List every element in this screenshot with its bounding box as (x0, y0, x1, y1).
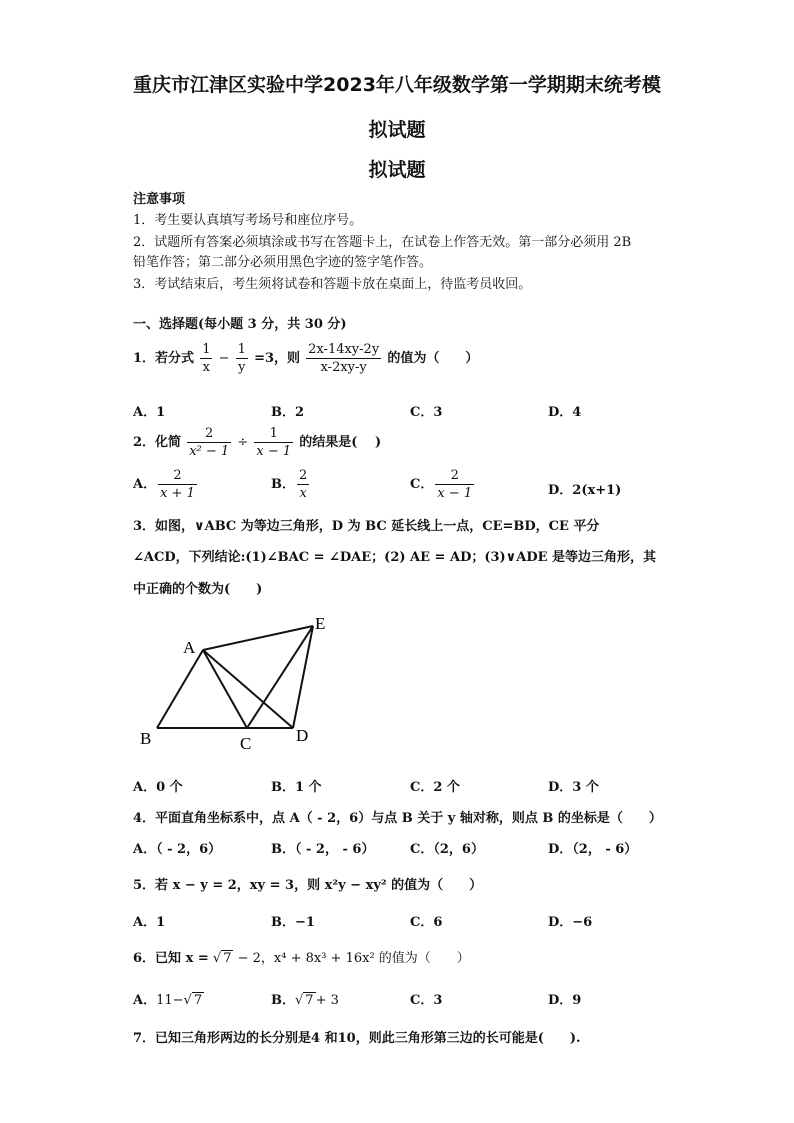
label-b: B (140, 729, 152, 748)
q1-option-b: B．2 (271, 405, 305, 420)
q1-option-d: D．4 (548, 405, 582, 420)
q3-option-c: C．2 个 (410, 780, 460, 795)
notes-heading: 注意事项 (133, 192, 186, 207)
q4-option-a: A．（ - 2，6） (133, 842, 222, 857)
q6-option-b: B．√ 7 + 3 (271, 993, 339, 1008)
q1-option-c: C．3 (410, 405, 443, 420)
q5-option-b: B．−1 (271, 915, 315, 930)
q6-sqrt: 7 (223, 951, 232, 966)
q2-divide: ÷ (237, 435, 249, 450)
q1-prefix: 1．若分式 (133, 351, 195, 366)
q3-option-a: A．0 个 (133, 780, 183, 795)
label-c: C (240, 734, 252, 753)
q1-equals: =3，则 (254, 351, 301, 366)
q3-option-b: B．1 个 (271, 780, 322, 795)
triangle-figure (130, 608, 350, 758)
title-line-2: 拟试题 (368, 119, 426, 141)
question-2 (133, 425, 381, 460)
q6-prefix: 6．已知 x = (133, 951, 209, 966)
q4-option-c: C．（2，6） (410, 842, 484, 857)
question-4: 4．平面直角坐标系中，点 A（ - 2，6）与点 B 关于 y 轴对称，则点 B 的坐标是（ ） (133, 811, 662, 826)
title-line-3: 拟试题 (368, 159, 426, 181)
notes-item: 3．考试结束后，考生须将试卷和答题卡放在桌面上，待监考员收回。 (133, 277, 532, 292)
q1-minus: − (218, 351, 230, 366)
question-5: 5．若 x − y = 2，xy = 3，则 x²y − xy² 的值为（ ） (133, 878, 483, 893)
section-heading: 一、选择题(每小题 3 分，共 30 分) (133, 317, 347, 332)
q5-option-c: C．6 (410, 915, 443, 930)
q2-option-b: B． $\frac{2}{x}$ (271, 468, 308, 501)
q2-option-d: D．2(x+1) (548, 483, 622, 498)
q3-line-3: 中正确的个数为( ) (133, 582, 263, 597)
question-7: 7．已知三角形两边的长分别是4 和10，则此三角形第三边的长可能是( ). (133, 1031, 581, 1046)
q3-line-2: ∠ACD，下列结论:(1)∠BAC = ∠DAE；(2) AE = AD；(3)∨ADE 是等边三角形，其 (133, 550, 657, 565)
question-6: 6．已知 x = √ 7 − 2，x⁴ + 8x³ + 16x² 的值为（ ） (133, 951, 470, 966)
q6-option-a: A．11−√ 7 (133, 993, 203, 1008)
q2-option-c: C． $\frac{2}{x - 1}$ (410, 468, 473, 501)
q6-option-d: D．9 (548, 993, 582, 1008)
q3-line-1: 3．如图，∨ABC 为等边三角形，D 为 BC 延长线上一点，CE=BD，CE 平分 (133, 519, 600, 534)
q1-option-a: A．1 (133, 405, 166, 420)
q2-fraction-2: $\frac{1}{x - 1}$ (256, 426, 292, 459)
q1-fraction-3: $\frac{2x-14xy-2y}{x-2xy-y}$ (308, 342, 380, 375)
q1-fraction-2: $\frac{1}{y}$ (237, 342, 246, 375)
q3-option-d: D．3 个 (548, 780, 599, 795)
q5-option-a: A．1 (133, 915, 166, 930)
notes-item: 2．试题所有答案必须填涂或书写在答题卡上，在试卷上作答无效。第一部分必须用 2B (133, 235, 632, 250)
label-d: D (296, 726, 309, 745)
q1-suffix: 的值为（ ） (387, 351, 479, 366)
notes-item: 1．考生要认真填写考场号和座位序号。 (133, 213, 363, 228)
q2-option-a: A． $\frac{2}{x + 1}$ (133, 468, 195, 501)
notes-item: 铅笔作答；第二部分必须用黑色字迹的签字笔作答。 (133, 255, 433, 270)
q1-fraction-1: $\frac{1}{x}$ (202, 342, 211, 375)
q2-fraction-1: $\frac{2}{\text{x² − 1}}$ (189, 426, 230, 459)
question-1 (133, 341, 478, 376)
q4-option-d: D．（2， - 6） (548, 842, 638, 857)
q6-suffix: − 2，x⁴ + 8x³ + 16x² 的值为（ ） (237, 951, 470, 966)
q4-option-b: B．（ - 2， - 6） (271, 842, 375, 857)
q5-option-d: D．−6 (548, 915, 593, 930)
label-e: E (315, 614, 326, 633)
q2-prefix: 2．化简 (133, 435, 182, 450)
q2-suffix: 的结果是( ) (299, 435, 382, 450)
label-a: A (183, 638, 196, 657)
title-line-1: 重庆市江津区实验中学2023年八年级数学第一学期期末统考模 (133, 74, 661, 96)
q6-option-c: C．3 (410, 993, 443, 1008)
